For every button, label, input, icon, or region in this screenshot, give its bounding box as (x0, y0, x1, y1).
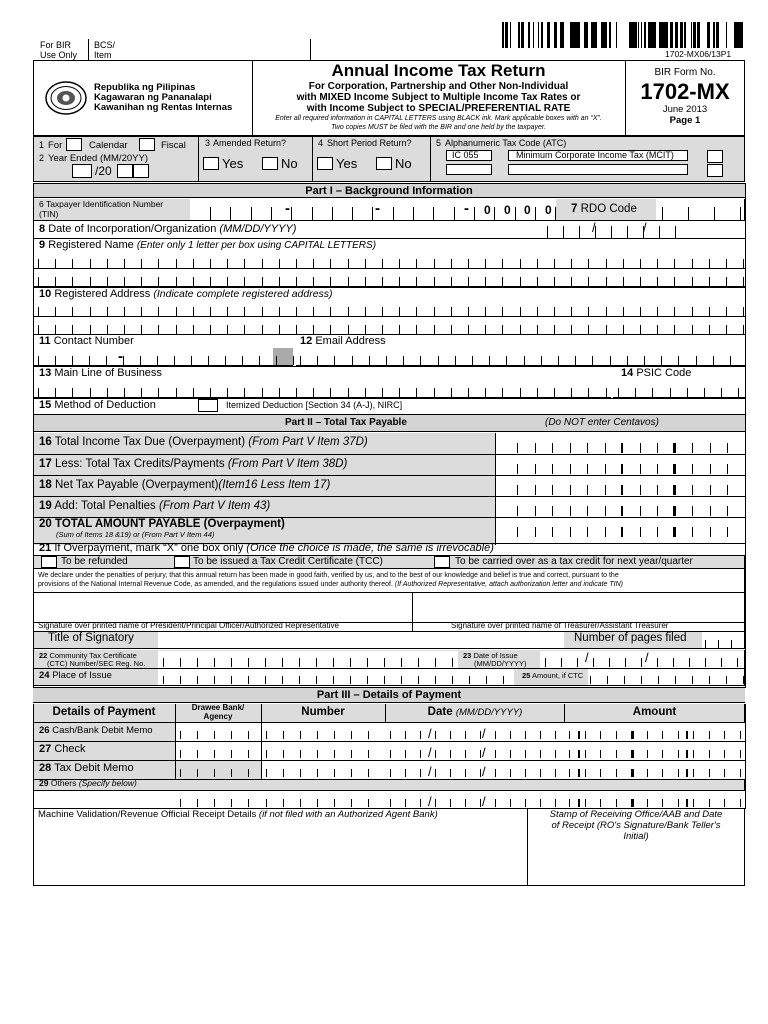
title-signatory-field[interactable] (158, 632, 564, 648)
fiscal-checkbox[interactable] (139, 138, 155, 151)
psic-label: 14 PSIC Code (621, 367, 692, 379)
amended-no-label: No (281, 156, 298, 171)
year-ended-label: Year Ended (MM/20YY) (48, 153, 148, 164)
number-header: Number (301, 706, 345, 718)
tin-label-2: (TIN) (39, 209, 59, 219)
item-5-number: 5 (436, 138, 442, 148)
inc-slash-1: / (592, 220, 596, 235)
stamp-label-3: Initial) (623, 831, 649, 842)
item-20-note: (Sum of Items 18 &19) or (From Part V Item 44) (56, 530, 215, 539)
bcs-label: BCS/ (94, 40, 116, 50)
item-19-label: 19 Add: Total Penalties (From Part V Item 43) (39, 500, 271, 512)
rdo-code-input[interactable] (656, 199, 744, 220)
calendar-checkbox[interactable] (66, 138, 82, 151)
stamp-label-1: Stamp of Receiving Office/AAB and Date (549, 809, 723, 820)
itemized-deduction-checkbox[interactable] (198, 399, 218, 412)
contact-dash: - (118, 348, 123, 365)
rdo-code-label: 7 RDO Code (571, 203, 637, 215)
stamp-area[interactable] (528, 846, 744, 885)
item-1-number: 1 (39, 140, 45, 150)
declaration-line-2: provisions of the National Internal Revenue Code, as amended, and the regulations issued under authority thereof. (If Authorized Representative, attach authorization letter and indicate TIN) (38, 581, 623, 588)
form-code: 1702-MX06/13P1 (665, 49, 732, 59)
form-date: June 2013 (662, 104, 708, 115)
centavos-note: (Do NOT enter Centavos) (545, 417, 659, 428)
email-label: 12 Email Address (300, 335, 386, 347)
amended-label: Amended Return? (213, 138, 287, 148)
use-only-label: Use Only (40, 50, 78, 60)
part-2-amount-inputs[interactable] (496, 434, 744, 544)
part-1-header (33, 183, 745, 198)
signature-left-label: Signature over printed name of President/Principal Officer/Authorized Representative (38, 621, 339, 630)
subtitle-2: with MIXED Income Subject to Multiple Income Tax Rates or (296, 92, 581, 103)
amended-no-checkbox[interactable] (262, 157, 278, 170)
tin-branch-digit-3: 0 (524, 203, 531, 217)
atc-second-checkbox[interactable] (707, 164, 723, 177)
short-period-yes-label: Yes (336, 156, 358, 171)
agency-line2: Kagawaran ng Pananalapi (94, 92, 212, 103)
drawee-bank-header-2: Agency (203, 712, 233, 721)
subtitle-1: For Corporation, Partnership and Other Non-Individual (308, 81, 569, 92)
part-1-title: Part I – Background Information (305, 185, 473, 197)
tcc-label: To be issued a Tax Credit Certificate (TCC) (193, 556, 383, 567)
date-header: Date (MM/DD/YYYY) (427, 706, 523, 718)
date-of-issue-label-2: (MM/DD/YYYY) (474, 659, 527, 668)
contact-number-label: 11 Contact Number (39, 335, 134, 347)
signature-right-label: Signature over printed name of Treasurer/Assistant Treasurer (451, 621, 669, 630)
form-no-label: BIR Form No. (654, 67, 716, 78)
date-of-issue-field[interactable] (540, 651, 744, 668)
carry-over-checkbox[interactable] (434, 556, 450, 568)
item-17-label: 17 Less: Total Tax Credits/Payments (From Part V Item 38D) (39, 458, 348, 470)
item-label: Item (94, 50, 112, 60)
short-period-no-label: No (395, 156, 412, 171)
bir-seal-icon (44, 80, 88, 116)
calendar-label: Calendar (89, 140, 128, 151)
page-title: Annual Income Tax Return (331, 61, 546, 80)
payment-row-27-label: 27 Check (39, 743, 86, 755)
short-period-label: Short Period Return? (327, 138, 412, 148)
incorporation-date-label: 8 Date of Incorporation/Organization (MM/DD/YYYY) (39, 223, 297, 235)
ctc-amount-field[interactable] (588, 669, 744, 685)
psic-input[interactable] (613, 380, 745, 398)
barcode-icon (502, 22, 744, 48)
part-2-header (33, 414, 745, 432)
details-of-payment-header: Details of Payment (52, 706, 156, 718)
item-21-label: 21 If Overpayment, mark “X” one box only (Once the choice is made, the same is irrevocable) (39, 542, 494, 554)
atc-description: Minimum Corporate Income Tax (MCIT) (516, 150, 674, 160)
registered-address-input[interactable] (33, 300, 745, 336)
part-3-title: Part III – Details of Payment (316, 689, 462, 701)
president-signature-field[interactable] (34, 593, 411, 621)
ctc-number-field[interactable] (158, 651, 458, 668)
tcc-checkbox[interactable] (174, 556, 190, 568)
atc-label: Alphanumeric Tax Code (ATC) (445, 138, 567, 148)
instruction-1: Enter all required information in CAPITAL LETTERS using BLACK ink. Mark applicable boxes with an “X”. (275, 115, 602, 122)
title-signatory-label: Title of Signatory (48, 632, 134, 644)
amount-header: Amount (632, 706, 677, 718)
item-16-label: 16 Total Income Tax Due (Overpayment) (From Part V Item 37D) (39, 436, 368, 448)
refund-checkbox[interactable] (41, 556, 57, 568)
date-of-issue-label-1: 23 Date of Issue (463, 651, 518, 660)
item-18-label: 18 Net Tax Payable (Overpayment)(Item16 Less Item 17) (39, 479, 331, 491)
amended-yes-checkbox[interactable] (203, 157, 219, 170)
page-number: Page 1 (669, 115, 701, 126)
item-4-number: 4 (318, 138, 324, 148)
registered-address-label: 10 Registered Address (Indicate complete registered address) (39, 288, 333, 300)
part-2-title: Part II – Total Tax Payable (285, 417, 407, 428)
line-of-business-label: 13 Main Line of Business (39, 367, 162, 379)
declaration-line-1: We declare under the penalties of perjury, that this annual return has been made in good faith, verified by us, and to the best of our knowledge and belief is true and correct, pursuant to the (38, 572, 619, 579)
line-of-business-input[interactable] (33, 380, 611, 398)
year-ended-month-1[interactable] (72, 164, 92, 178)
tin-dash-1: - (285, 200, 290, 217)
drawee-bank-header-1: Drawee Bank/ (191, 703, 245, 712)
subtitle-3: with Income Subject to SPECIAL/PREFERENTIAL RATE (306, 103, 571, 114)
year-ended-year-1[interactable] (117, 164, 133, 178)
atc-mcit-checkbox[interactable] (707, 150, 723, 163)
tin-dash-2: - (375, 200, 380, 217)
tin-branch-digit-4: 0 (545, 203, 552, 217)
method-deduction-label: 15 Method of Deduction (39, 399, 156, 411)
payment-row-26-label: 26 Cash/Bank Debit Memo (39, 725, 153, 736)
pages-filed-label: Number of pages filed (574, 632, 687, 644)
atc-code: IC 055 (452, 150, 479, 160)
doi-slash-1: / (585, 650, 589, 665)
agency-line3: Kawanihan ng Rentas Internas (94, 102, 233, 113)
ctc-amount-label: 25 Amount, if CTC (522, 671, 584, 680)
short-period-yes-checkbox[interactable] (317, 157, 333, 170)
inc-slash-2: / (643, 220, 647, 235)
instruction-2: Two copies MUST be filed with the BIR and one held by the taxpayer. (331, 124, 546, 131)
machine-validation-label: Machine Validation/Revenue Official Receipt Details (if not filed with an Authorized Agent Bank) (38, 809, 438, 820)
pages-filed-field[interactable] (702, 632, 744, 648)
tin-branch-digit-2: 0 (504, 203, 511, 217)
machine-validation-area[interactable] (34, 824, 526, 885)
agency-line1: Republika ng Pilipinas (94, 82, 196, 93)
registered-name-input[interactable] (33, 252, 745, 288)
item-20-label: 20 TOTAL AMOUNT PAYABLE (Overpayment) (39, 518, 285, 530)
itemized-deduction-label: Itemized Deduction [Section 34 (A-J), NIRC] (226, 400, 403, 410)
atc-desc-box-2[interactable] (508, 164, 688, 175)
place-of-issue-field[interactable] (158, 669, 514, 685)
stamp-label-2: of Receipt (RO's Signature/Bank Teller's (551, 820, 721, 831)
for-bir-label: For BIR (40, 40, 72, 50)
form-number: 1702-MX (640, 79, 730, 104)
short-period-no-checkbox[interactable] (376, 157, 392, 170)
ctc-label-1: 22 Community Tax Certificate (39, 651, 137, 660)
year-ended-slash: /20 (95, 164, 112, 178)
item-2-number: 2 (39, 153, 45, 163)
payment-row-29-label: 29 Others (Specify below) (39, 778, 137, 788)
treasurer-signature-field[interactable] (413, 593, 744, 621)
refund-label: To be refunded (61, 556, 128, 567)
year-ended-year-2[interactable] (133, 164, 149, 178)
tin-label-1: 6 Taxpayer Identification Number (39, 199, 164, 209)
tin-dash-3: - (464, 200, 469, 217)
part-3-header (33, 687, 745, 703)
amended-yes-label: Yes (222, 156, 244, 171)
doi-slash-2: / (645, 650, 649, 665)
tin-branch-digit-1: 0 (484, 203, 491, 217)
item-3-number: 3 (205, 138, 211, 148)
atc-code-box-2[interactable] (446, 164, 492, 175)
payment-row-28-label: 28 Tax Debit Memo (39, 762, 134, 774)
registered-name-label: 9 Registered Name (Enter only 1 letter per box using CAPITAL LETTERS) (39, 239, 377, 251)
payment-detail-inputs[interactable] (34, 723, 744, 809)
fiscal-label: Fiscal (161, 140, 186, 151)
ctc-label-2: (CTC) Number/SEC Reg. No. (47, 659, 146, 668)
carry-over-label: To be carried over as a tax credit for next year/quarter (455, 556, 693, 567)
place-of-issue-label: 24 Place of Issue (39, 670, 112, 681)
tin-input[interactable] (190, 199, 556, 220)
item-1-label: For (48, 140, 63, 151)
